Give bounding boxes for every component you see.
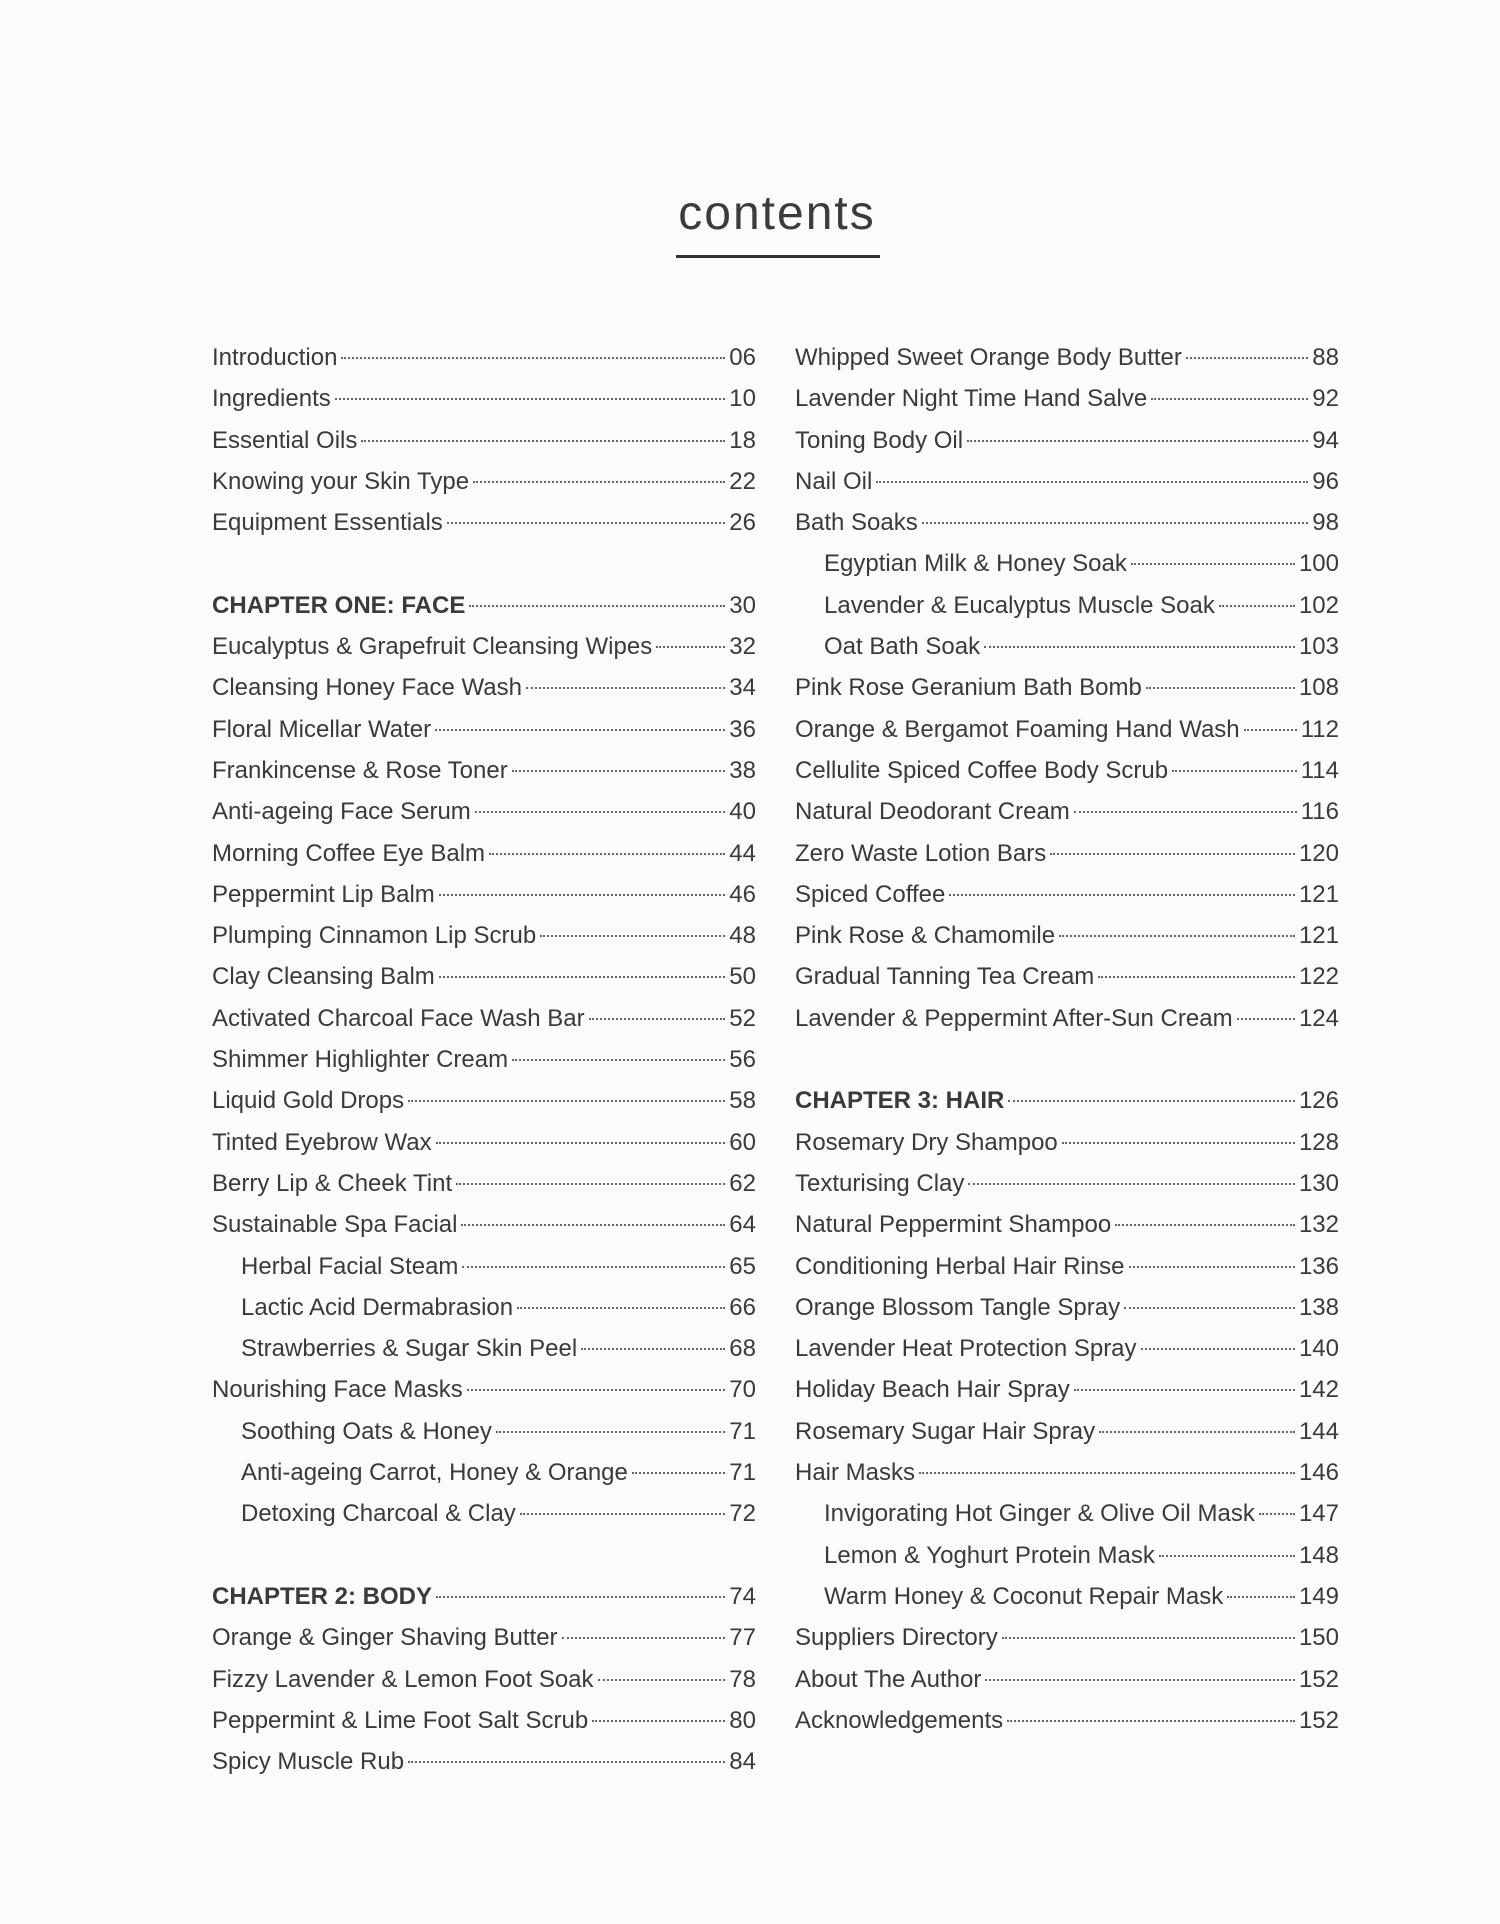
dot-leader [1050, 853, 1295, 855]
toc-entry [212, 1707, 756, 1748]
dot-leader [562, 1637, 726, 1639]
toc-entry-label: Hair Masks [795, 1459, 916, 1487]
toc-entry-label: CHAPTER 3: HAIR [795, 1087, 1005, 1115]
toc-entry [795, 1335, 1339, 1376]
dot-leader [517, 1307, 725, 1309]
toc-entry [795, 716, 1339, 757]
toc-page-number: 71 [729, 1417, 756, 1445]
toc-entry [795, 592, 1339, 633]
toc-entry-label: Egyptian Milk & Honey Soak [824, 550, 1127, 578]
toc-page-number: 62 [729, 1169, 756, 1197]
toc-entry [795, 1211, 1339, 1252]
toc-page-number: 80 [729, 1706, 756, 1734]
toc-entry-label: Morning Coffee Eye Balm [212, 839, 486, 867]
toc-entry [795, 881, 1339, 922]
toc-chapter-heading [212, 592, 756, 633]
dot-leader [1259, 1513, 1295, 1515]
toc-page-number: 128 [1298, 1128, 1339, 1156]
dot-leader [1146, 687, 1295, 689]
toc-page-number: 114 [1300, 756, 1339, 784]
toc-entry [212, 1211, 756, 1252]
toc-page-number: 150 [1298, 1624, 1339, 1652]
toc-entry-label: Oat Bath Soak [824, 633, 981, 661]
toc-page-number: 142 [1298, 1376, 1339, 1404]
toc-entry-label: Soothing Oats & Honey [241, 1417, 492, 1445]
toc-entry [212, 1294, 756, 1335]
toc-entry [795, 1376, 1339, 1417]
dot-leader [1219, 605, 1295, 607]
toc-page-number: 70 [729, 1376, 756, 1404]
dot-leader [1007, 1720, 1295, 1722]
toc-entry-label: Warm Honey & Coconut Repair Mask [824, 1582, 1224, 1610]
toc-entry [212, 1376, 756, 1417]
toc-entry-label: Invigorating Hot Ginger & Olive Oil Mask [824, 1500, 1255, 1528]
toc-page-number: 102 [1298, 591, 1339, 619]
toc-page-number: 26 [729, 509, 756, 537]
toc-entry [212, 1046, 756, 1087]
toc-entry-label: Lavender Heat Protection Spray [795, 1335, 1137, 1363]
toc-entry-label: CHAPTER ONE: FACE [212, 591, 466, 619]
toc-entry [212, 427, 756, 468]
toc-entry [212, 716, 756, 757]
toc-entry-label: Orange & Bergamot Foaming Hand Wash [795, 715, 1240, 743]
toc-spacer [795, 1046, 1339, 1087]
dot-leader [462, 1266, 725, 1268]
toc-entry-label: Pink Rose & Chamomile [795, 922, 1056, 950]
toc-entry-label: Natural Peppermint Shampoo [795, 1211, 1112, 1239]
toc-page-number: 88 [1312, 344, 1339, 371]
toc-entry [212, 1418, 756, 1459]
toc-entry [795, 1129, 1339, 1170]
dot-leader [439, 976, 726, 978]
toc-page-number: 66 [729, 1293, 756, 1321]
toc-entry-label: Frankincense & Rose Toner [212, 756, 508, 784]
toc-entry [212, 1500, 756, 1541]
dot-leader [581, 1348, 725, 1350]
toc-entry-label: Bath Soaks [795, 509, 918, 537]
toc-page-number: 60 [729, 1128, 756, 1156]
toc-entry-label: Zero Waste Lotion Bars [795, 839, 1047, 867]
toc-page-number: 18 [729, 426, 756, 454]
toc-entry-label: Lavender Night Time Hand Salve [795, 385, 1148, 413]
toc-page-number: 138 [1298, 1293, 1339, 1321]
toc-page-number: 65 [729, 1252, 756, 1280]
dot-leader [520, 1513, 726, 1515]
toc-entry [795, 1500, 1339, 1541]
toc-entry-label: Berry Lip & Cheek Tint [212, 1169, 453, 1197]
toc-entry-label: Tinted Eyebrow Wax [212, 1128, 432, 1156]
toc-entry-label: Orange & Ginger Shaving Butter [212, 1624, 558, 1652]
toc-page-number: 152 [1298, 1706, 1339, 1734]
toc-page-number: 144 [1298, 1417, 1339, 1445]
toc-page-number: 96 [1312, 467, 1339, 495]
toc-page-number: 68 [729, 1335, 756, 1363]
toc-page-number: 10 [729, 385, 756, 413]
dot-leader [919, 1472, 1295, 1474]
toc-entry-label: Pink Rose Geranium Bath Bomb [795, 674, 1142, 702]
dot-leader [632, 1472, 725, 1474]
dot-leader [1131, 563, 1295, 565]
toc-entry-label: About The Author [795, 1665, 982, 1693]
toc-entry-label: Lemon & Yoghurt Protein Mask [824, 1541, 1155, 1569]
toc-spacer [212, 1542, 756, 1583]
toc-page-number: 121 [1298, 922, 1339, 950]
toc-entry-label: Toning Body Oil [795, 426, 964, 454]
dot-leader [1008, 1100, 1295, 1102]
toc-page-number: 71 [729, 1459, 756, 1487]
toc-entry [212, 468, 756, 509]
toc-page-number: 94 [1312, 426, 1339, 454]
toc-entry-label: Rosemary Dry Shampoo [795, 1128, 1058, 1156]
toc-entry [212, 1335, 756, 1376]
toc-entry [212, 1087, 756, 1128]
toc-chapter-heading [795, 1087, 1339, 1128]
toc-page-number: 46 [729, 880, 756, 908]
toc-entry-label: Anti-ageing Face Serum [212, 798, 471, 826]
toc-entry-label: Spiced Coffee [795, 880, 946, 908]
toc-entry-label: Nourishing Face Masks [212, 1376, 463, 1404]
toc-entry-label: Anti-ageing Carrot, Honey & Orange [241, 1459, 628, 1487]
toc-page-number: 122 [1298, 963, 1339, 991]
dot-leader [589, 1018, 726, 1020]
toc-page-number: 44 [729, 839, 756, 867]
toc-page-number: 22 [729, 467, 756, 495]
dot-leader [984, 646, 1295, 648]
dot-leader [512, 770, 726, 772]
dot-leader [1141, 1348, 1295, 1350]
toc-page-number: 40 [729, 798, 756, 826]
toc-entry [212, 757, 756, 798]
dot-leader [1186, 357, 1308, 359]
toc-entry-label: Orange Blossom Tangle Spray [795, 1293, 1121, 1321]
toc-entry-label: Plumping Cinnamon Lip Scrub [212, 922, 537, 950]
toc-entry [795, 1542, 1339, 1583]
toc-page-number: 34 [729, 674, 756, 702]
toc-entry [212, 509, 756, 550]
toc-entry-label: Nail Oil [795, 467, 873, 495]
dot-leader [475, 811, 726, 813]
toc-entry [212, 922, 756, 963]
toc-entry-label: Clay Cleansing Balm [212, 963, 435, 991]
toc-page-number: 152 [1298, 1665, 1339, 1693]
dot-leader [985, 1679, 1295, 1681]
toc-entry-label: Knowing your Skin Type [212, 467, 470, 495]
toc-entry-label: Whipped Sweet Orange Body Butter [795, 344, 1182, 371]
toc-entry-label: Lactic Acid Dermabrasion [241, 1293, 514, 1321]
dot-leader [949, 894, 1295, 896]
dot-leader [592, 1720, 725, 1722]
toc-page-number: 32 [729, 633, 756, 661]
toc-entry [212, 881, 756, 922]
toc-page-number: 121 [1298, 880, 1339, 908]
toc-entry-label: Fizzy Lavender & Lemon Foot Soak [212, 1665, 594, 1693]
toc-entry [212, 385, 756, 426]
toc-page-number: 100 [1298, 550, 1339, 578]
toc-page-number: 92 [1312, 385, 1339, 413]
dot-leader [1124, 1307, 1295, 1309]
toc-entry [795, 468, 1339, 509]
toc-entry-label: Acknowledgements [795, 1706, 1004, 1734]
toc-entry [795, 757, 1339, 798]
toc-page-number: 149 [1298, 1582, 1339, 1610]
toc-entry [212, 633, 756, 674]
dot-leader [335, 398, 726, 400]
toc-page-number: 148 [1298, 1541, 1339, 1569]
dot-leader [341, 357, 725, 359]
toc-entry [212, 1748, 756, 1789]
toc-page-number: 130 [1298, 1169, 1339, 1197]
toc-entry-label: Shimmer Highlighter Cream [212, 1046, 509, 1074]
toc-entry-label: Spicy Muscle Rub [212, 1748, 405, 1776]
dot-leader [876, 481, 1308, 483]
toc-entry-label: Liquid Gold Drops [212, 1087, 405, 1115]
dot-leader [408, 1100, 725, 1102]
dot-leader [1059, 935, 1295, 937]
dot-leader [1062, 1142, 1295, 1144]
toc-entry-label: Rosemary Sugar Hair Spray [795, 1417, 1096, 1445]
toc-entry [795, 1459, 1339, 1500]
toc-page-number: 112 [1300, 715, 1339, 743]
toc-entry-label: Herbal Facial Steam [241, 1252, 459, 1280]
toc-entry [212, 963, 756, 1004]
toc-page-number: 136 [1298, 1252, 1339, 1280]
page-title: contents [678, 187, 876, 240]
toc-entry-label: Ingredients [212, 385, 331, 413]
toc-page-number: 124 [1298, 1004, 1339, 1032]
toc-entry [795, 1294, 1339, 1335]
toc-entry-label: Strawberries & Sugar Skin Peel [241, 1335, 578, 1363]
toc-entry-label: Natural Deodorant Cream [795, 798, 1070, 826]
toc-entry [795, 633, 1339, 674]
toc-entry [212, 674, 756, 715]
toc-page-number: 146 [1298, 1459, 1339, 1487]
dot-leader [496, 1431, 725, 1433]
dot-leader [489, 853, 725, 855]
toc-entry-label: Detoxing Charcoal & Clay [241, 1500, 516, 1528]
dot-leader [1244, 729, 1297, 731]
dot-leader [1151, 398, 1308, 400]
dot-leader [435, 729, 725, 731]
toc-page-number: 64 [729, 1211, 756, 1239]
toc-spacer [212, 550, 756, 591]
toc-entry-label: Peppermint & Lime Foot Salt Scrub [212, 1706, 589, 1734]
toc-page-number: 58 [729, 1087, 756, 1115]
dot-leader [1115, 1224, 1295, 1226]
dot-leader [1099, 1431, 1295, 1433]
dot-leader [456, 1183, 725, 1185]
toc-entry-label: Essential Oils [212, 426, 358, 454]
toc-page-number: 52 [729, 1004, 756, 1032]
dot-leader [598, 1679, 726, 1681]
toc-entry-label: CHAPTER 2: BODY [212, 1582, 433, 1610]
toc-entry [212, 798, 756, 839]
toc-entry [795, 1707, 1339, 1748]
toc-entry-label: Gradual Tanning Tea Cream [795, 963, 1095, 991]
toc-entry [795, 963, 1339, 1004]
dot-leader [469, 605, 725, 607]
toc-left-column [212, 344, 756, 1789]
dot-leader [526, 687, 725, 689]
dot-leader [1159, 1555, 1295, 1557]
toc-entry [795, 550, 1339, 591]
toc-entry-label: Equipment Essentials [212, 509, 443, 537]
toc-entry [795, 798, 1339, 839]
toc-entry [795, 674, 1339, 715]
toc-entry [212, 344, 756, 385]
toc-entry [212, 1253, 756, 1294]
dot-leader [467, 1389, 726, 1391]
toc-entry-label: Sustainable Spa Facial [212, 1211, 458, 1239]
toc-entry [795, 922, 1339, 963]
toc-entry [795, 840, 1339, 881]
toc-entry [212, 1170, 756, 1211]
toc-entry-label: Lavender & Eucalyptus Muscle Soak [824, 591, 1215, 619]
toc-entry [795, 1253, 1339, 1294]
dot-leader [1237, 1018, 1295, 1020]
toc-entry-label: Texturising Clay [795, 1169, 965, 1197]
toc-entry [212, 840, 756, 881]
toc-right-column [795, 344, 1339, 1748]
toc-entry [212, 1129, 756, 1170]
toc-entry [212, 1005, 756, 1046]
toc-entry [212, 1459, 756, 1500]
toc-page-number: 120 [1298, 839, 1339, 867]
toc-page-number: 30 [729, 591, 756, 619]
dot-leader [1074, 811, 1297, 813]
toc-page-number: 50 [729, 963, 756, 991]
toc-entry [212, 1624, 756, 1665]
toc-page-number: 147 [1298, 1500, 1339, 1528]
dot-leader [461, 1224, 725, 1226]
toc-entry-label: Peppermint Lip Balm [212, 880, 435, 908]
toc-page-number: 06 [729, 344, 756, 371]
toc-page-number: 116 [1300, 798, 1339, 826]
toc-page-number: 98 [1312, 509, 1339, 537]
dot-leader [968, 1183, 1295, 1185]
toc-entry-label: Holiday Beach Hair Spray [795, 1376, 1070, 1404]
toc-page-number: 77 [729, 1624, 756, 1652]
dot-leader [1227, 1596, 1295, 1598]
title-underline [676, 255, 880, 258]
toc-entry-label: Activated Charcoal Face Wash Bar [212, 1004, 585, 1032]
toc-page-number: 72 [729, 1500, 756, 1528]
toc-chapter-heading [212, 1583, 756, 1624]
toc-page-number: 38 [729, 756, 756, 784]
toc-page-number: 36 [729, 715, 756, 743]
toc-entry [795, 427, 1339, 468]
dot-leader [408, 1761, 725, 1763]
dot-leader [1002, 1637, 1295, 1639]
dot-leader [1129, 1266, 1295, 1268]
dot-leader [473, 481, 725, 483]
dot-leader [656, 646, 725, 648]
toc-entry [795, 1583, 1339, 1624]
dot-leader [361, 440, 725, 442]
toc-entry [795, 1005, 1339, 1046]
dot-leader [512, 1059, 725, 1061]
dot-leader [1098, 976, 1295, 978]
toc-entry [795, 385, 1339, 426]
toc-page-number: 84 [729, 1748, 756, 1776]
toc-entry-label: Floral Micellar Water [212, 715, 432, 743]
toc-page-number: 78 [729, 1665, 756, 1693]
toc-entry [795, 1624, 1339, 1665]
dot-leader [967, 440, 1308, 442]
toc-entry-label: Suppliers Directory [795, 1624, 998, 1652]
dot-leader [436, 1596, 725, 1598]
toc-entry-label: Cellulite Spiced Coffee Body Scrub [795, 756, 1169, 784]
toc-entry [212, 1666, 756, 1707]
toc-page-number: 126 [1298, 1087, 1339, 1115]
toc-entry-label: Conditioning Herbal Hair Rinse [795, 1252, 1125, 1280]
toc-entry-label: Eucalyptus & Grapefruit Cleansing Wipes [212, 633, 653, 661]
toc-entry-label: Lavender & Peppermint After-Sun Cream [795, 1004, 1233, 1032]
dot-leader [540, 935, 725, 937]
toc-page-number: 74 [729, 1582, 756, 1610]
dot-leader [439, 894, 726, 896]
toc-page-number: 48 [729, 922, 756, 950]
toc-page-number: 103 [1298, 633, 1339, 661]
toc-entry [795, 1666, 1339, 1707]
toc-entry [795, 1170, 1339, 1211]
toc-page-number: 132 [1298, 1211, 1339, 1239]
toc-page-number: 108 [1298, 674, 1339, 702]
toc-entry [795, 344, 1339, 385]
toc-entry-label: Cleansing Honey Face Wash [212, 674, 522, 702]
dot-leader [1074, 1389, 1295, 1391]
toc-page-number: 140 [1298, 1335, 1339, 1363]
toc-entry [795, 509, 1339, 550]
dot-leader [436, 1142, 726, 1144]
dot-leader [1172, 770, 1297, 772]
toc-page-number: 56 [729, 1046, 756, 1074]
toc-entry-label: Introduction [212, 344, 338, 371]
dot-leader [922, 522, 1309, 524]
dot-leader [447, 522, 726, 524]
toc-entry [795, 1418, 1339, 1459]
